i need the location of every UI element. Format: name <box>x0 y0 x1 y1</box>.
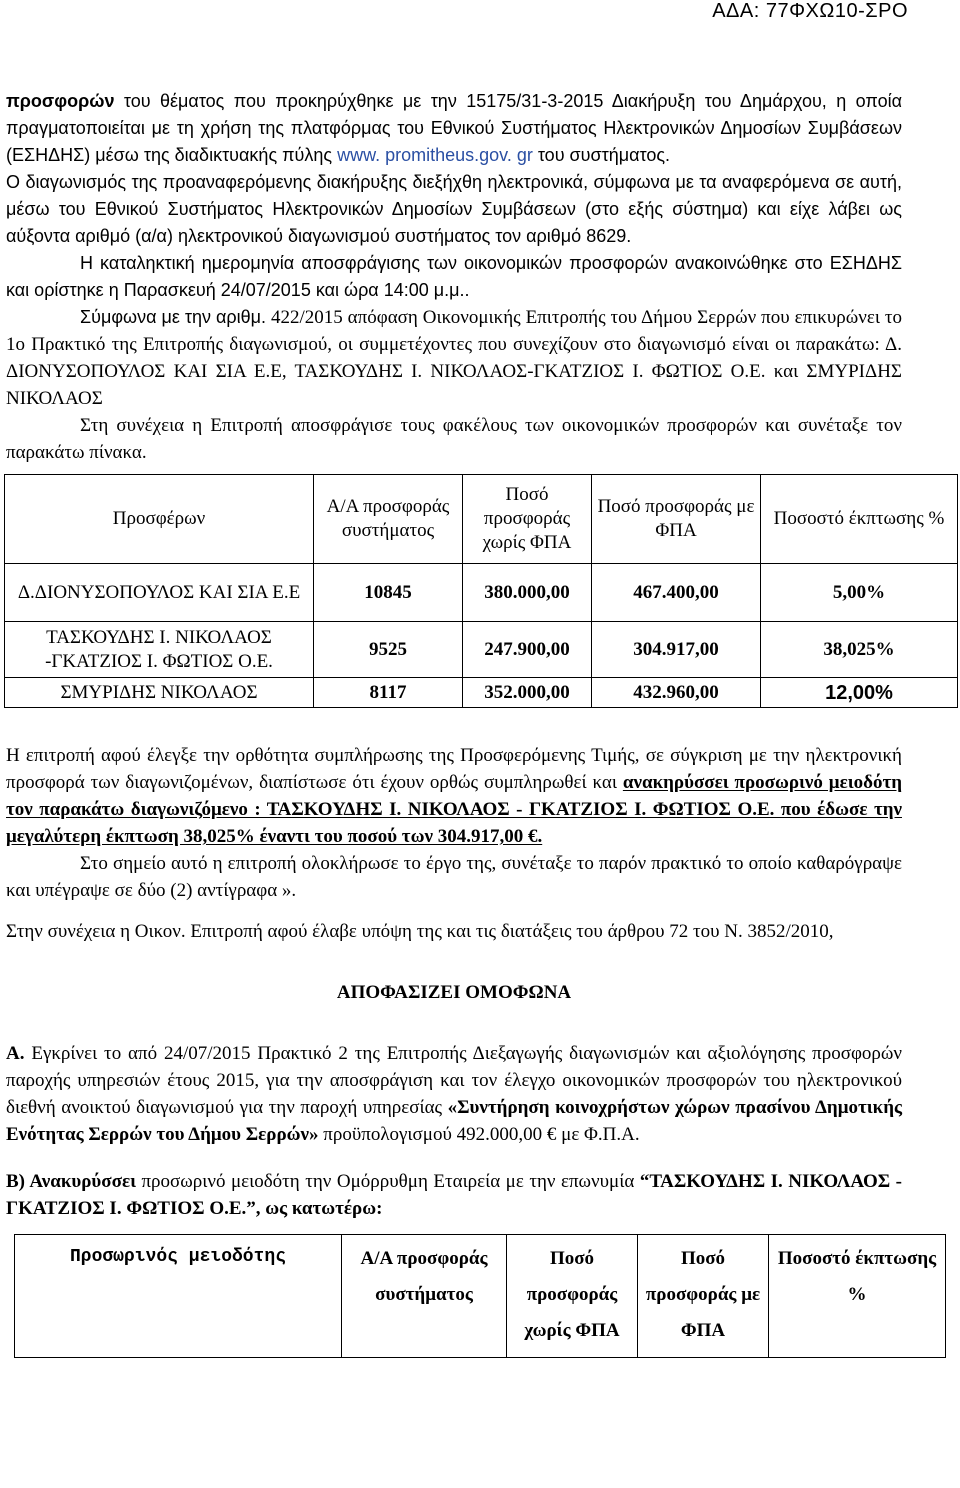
cell-amount-vat: 467.400,00 <box>592 564 761 622</box>
table-row <box>5 622 958 678</box>
paragraph-competition: Ο διαγωνισμός της προαναφερόμενης διακήρυξης διεξήχθη ηλεκτρονικά, σύμφωνα με τα αναφερόμενα σε αυτή, μέσω του Εθνικού Συστήματος Ηλεκτρονικών Δημοσίων Συμβάσεων (στο εξής σύστημα) και είχε λάβει ως αύξοντα αριθμό (α/α) ηλεκτρονικού διαγωνισμού συστήματος τον αριθμό 8629. <box>6 172 902 246</box>
paragraph-intro <box>6 88 902 169</box>
evaluation-winner: ανακηρύσσει προσωρινό μειοδότη τον παρακάτω διαγωνιζόμενο : ΤΑΣΚΟΥΔΗΣ Ι. ΝΙΚΟΛΑΟΣ - ΓΚΑΤΖΙΟΣ Ι. ΦΩΤΙΟΣ Ο.Ε. που έδωσε την μεγαλύτερη έκπτωση 38,025% έναντι του ποσού των 304.917,00 €. <box>6 772 902 847</box>
paragraph-a-service: «Συντήρηση κοινοχρήστων χώρων πρασίνου Δημοτικής Ενότητας Σερρών του Δήμου Σερρών» <box>6 1097 902 1145</box>
cell-amount-no-vat: 247.900,00 <box>463 622 592 678</box>
header-amount-vat: Ποσό προσφοράς με ΦΠΑ <box>592 475 761 564</box>
spacer <box>6 1148 902 1168</box>
spacer <box>6 708 902 742</box>
intro-text: του θέματος που προκηρύχθηκε με την 15175/31-3-2015 Διακήρυξη του Δημάρχου, η οποία πραγματοποιείται με τη χρήση της πλατφόρμας του Εθνικού Συστήματος Ηλεκτρονικών Δημοσίων Συμβάσεων (ΕΣΗΔΗΣ) μέσω της διαδικτυακής πύλης <box>6 91 902 165</box>
cell-amount-no-vat: 380.000,00 <box>463 564 592 622</box>
header-aa: Α/Α προσφοράς συστήματος <box>314 475 463 564</box>
header-aa: Α/Α προσφοράς συστήματος <box>342 1235 507 1358</box>
participants-lead: Σύμφωνα με την αριθμ. <box>80 307 267 327</box>
paragraph-b-text: προσωρινό μειοδότη την Ομόρρυθμη Εταιρεία με την επωνυμία <box>135 1171 640 1192</box>
participants-text: 422/2015 απόφαση Οικονομικής Επιτροπής του Δήμου Σερρών που επικυρώνει το 1ο Πρακτικό της Επιτροπής διαγωνισμού, οι συμμετέχοντες που συνεχίζουν στο διαγωνισμό είναι οι παρακάτω: Δ. ΔΙΟΝΥΣΟΠΟΥΛΟΣ ΚΑΙ ΣΙΑ Ε.Ε, ΤΑΣΚΟΥΔΗΣ Ι. ΝΙΚΟΛΑΟΣ-ΓΚΑΤΖΙΟΣ Ι. ΦΩΤΙΟΣ Ο.Ε. και ΣΜΥΡΙΔΗΣ ΝΙΚΟΛΑΟΣ <box>6 307 902 409</box>
spacer <box>6 904 902 918</box>
cell-bidder: Δ.ΔΙΟΝΥΣΟΠΟΥΛΟΣ ΚΑΙ ΣΙΑ Ε.Ε <box>5 564 314 622</box>
paragraph-deadline: Η καταληκτική ημερομηνία αποσφράγισης των οικονομικών προσφορών ανακοινώθηκε στο ΕΣΗΔΗΣ και ορίστηκε η Παρασκευή 24/07/2015 και ώρα 14:00 μ.μ.. <box>6 253 902 300</box>
paragraph-b-company: “ΤΑΣΚΟΥΔΗΣ Ι. ΝΙΚΟΛΑΟΣ - ΓΚΑΤΖΙΟΣ Ι. ΦΩΤΙΟΣ Ο.Ε.”, ως κατωτέρω: <box>6 1171 902 1219</box>
header-bidder: Προσφέρων <box>5 475 314 564</box>
cell-bidder: ΣΜΥΡΙΔΗΣ ΝΙΚΟΛΑΟΣ <box>5 678 314 708</box>
cell-amount-vat: 432.960,00 <box>592 678 761 708</box>
paragraph-a-text: Εγκρίνει το από 24/07/2015 Πρακτικό 2 της Επιτροπής Διεξαγωγής διαγωνισμών και αξιολόγησης προσφορών παροχής υπηρεσιών έτους 2015, για την αποσφράγιση και τον έλεγχο οικονομικών προσφορών του ηλεκτρονικού διεθνή ανοικτού διαγωνισμού για την παροχή υπηρεσίας <box>6 1043 902 1118</box>
provisional-table-header <box>15 1235 946 1358</box>
header-discount: Ποσοστό έκπτωσης % <box>769 1235 946 1358</box>
offers-table-header <box>5 475 958 564</box>
cell-aa: 10845 <box>314 564 463 622</box>
paragraph-participants <box>6 304 902 412</box>
table-row <box>5 678 958 708</box>
cell-aa: 8117 <box>314 678 463 708</box>
header-amount-no-vat: Ποσό προσφοράς χωρίς ΦΠΑ <box>507 1235 638 1358</box>
cell-aa: 9525 <box>314 622 463 678</box>
header-provisional-winner: Προσωρινός μειοδότης <box>15 1235 342 1358</box>
table-row <box>5 564 958 622</box>
paragraph-b <box>6 1168 902 1222</box>
paragraph-opening: Στη συνέχεια η Επιτροπή αποσφράγισε τους φακέλους των οικονομικών προσφορών και συνέταξε τον παρακάτω πίνακα. <box>6 415 902 463</box>
promitheus-link[interactable]: www. promitheus.gov. gr <box>337 145 533 165</box>
provisional-winner-table <box>14 1234 946 1358</box>
evaluation-text: Η επιτροπή αφού έλεγξε την ορθότητα συμπλήρωσης της Προσφερόμενης Τιμής, σε σύγκριση με την ηλεκτρονική προσφορά των διαγωνιζομένων, διαπίστωσε ότι έχουν ορθώς συμπληρωθεί και <box>6 745 902 793</box>
cell-amount-no-vat: 352.000,00 <box>463 678 592 708</box>
cell-bidder: ΤΑΣΚΟΥΔΗΣ Ι. ΝΙΚΟΛΑΟΣ -ΓΚΑΤΖΙΟΣ Ι. ΦΩΤΙΟΣ Ο.Ε. <box>5 622 314 678</box>
paragraph-evaluation <box>6 742 902 850</box>
intro-bold: προσφορών <box>6 91 115 111</box>
ada-code: ΑΔΑ: 77ΦΧΩ10-ΣΡΟ <box>712 0 908 22</box>
cell-discount: 12,00% <box>761 678 958 708</box>
paragraph-a-label: Α. <box>6 1043 25 1064</box>
document-body <box>6 88 945 1358</box>
spacer <box>6 1006 902 1040</box>
cell-discount: 5,00% <box>761 564 958 622</box>
cell-amount-vat: 304.917,00 <box>592 622 761 678</box>
paragraph-a-budget: προϋπολογισμού 492.000,00 € με Φ.Π.Α. <box>318 1124 640 1145</box>
decision-title: ΑΠΟΦΑΣΙΖΕΙ ΟΜΟΦΩΝΑ <box>336 982 572 1003</box>
spacer <box>6 945 902 979</box>
paragraph-a <box>6 1040 902 1148</box>
intro-text-end: του συστήματος. <box>532 145 671 165</box>
paragraph-committee: Στην συνέχεια η Οικον. Επιτροπή αφού έλαβε υπόψη της και τις διατάξεις του άρθρου 72 του Ν. 3852/2010, <box>6 921 834 942</box>
paragraph-b-label: Β) Ανακυρύσσει <box>6 1171 136 1192</box>
offers-table <box>4 474 958 708</box>
header-amount-no-vat: Ποσό προσφοράς χωρίς ΦΠΑ <box>463 475 592 564</box>
paragraph-closing: Στο σημείο αυτό η επιτροπή ολοκλήρωσε το έργο της, συνέταξε το παρόν πρακτικό το οποίο καθαρόγραψε και υπέγραψε σε δύο (2) αντίγραφα ». <box>6 853 902 901</box>
header-amount-vat: Ποσό προσφοράς με ΦΠΑ <box>638 1235 769 1358</box>
header-discount: Ποσοστό έκπτωσης % <box>761 475 958 564</box>
cell-discount: 38,025% <box>761 622 958 678</box>
